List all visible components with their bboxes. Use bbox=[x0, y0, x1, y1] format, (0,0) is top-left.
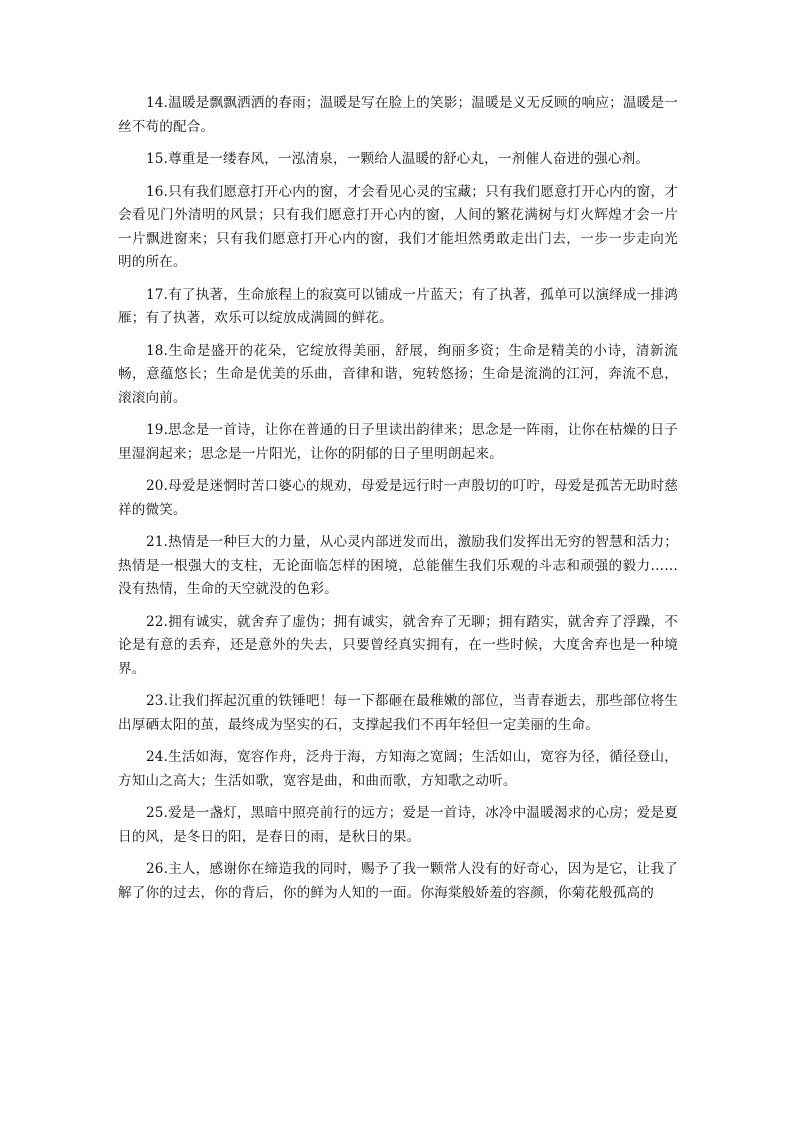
paragraph-20: 20.母爱是迷惘时苦口婆心的规劝，母爱是远行时一声殷切的叮咛，母爱是孤苦无助时慈祥的微笑。 bbox=[118, 478, 678, 518]
paragraph-24: 24.生活如海，宽容作舟，泛舟于海，方知海之宽阔；生活如山，宽容为径，循径登山，方知山之高大；生活如歌，宽容是曲，和曲而歌，方知歌之动听。 bbox=[118, 749, 678, 789]
paragraph-19: 19.思念是一首诗，让你在普通的日子里读出韵律来；思念是一阵雨，让你在枯燥的日子里湿润起来；思念是一片阳光，让你的阴郁的日子里明朗起来。 bbox=[118, 422, 678, 462]
paragraph-18: 18.生命是盛开的花朵，它绽放得美丽，舒展，绚丽多资；生命是精美的小诗，清新流畅，意蕴悠长；生命是优美的乐曲，音律和谐，宛转悠扬；生命是流淌的江河，奔流不息，滚滚向前。 bbox=[118, 342, 678, 406]
paragraph-23: 23.让我们挥起沉重的铁锤吧！每一下都砸在最稚嫩的部位，当青春逝去，那些部位将生出厚硒太阳的茧，最终成为坚实的石，支撑起我们不再年轻但一定美丽的生命。 bbox=[118, 693, 678, 733]
paragraph-22: 22.拥有诚实，就舍弃了虚伪；拥有诚实，就舍弃了无聊；拥有踏实，就舍弃了浮躁，不论是有意的丢弃，还是意外的失去，只要曾经真实拥有，在一些时候，大度舍弃也是一种境界。 bbox=[118, 613, 678, 677]
paragraph-16: 16.只有我们愿意打开心内的窗，才会看见心灵的宝藏；只有我们愿意打开心内的窗，才会看见门外清明的风景；只有我们愿意打开心内的窗，人间的繁花满树与灯火辉煌才会一片一片飘进窗来；只有我们愿意打开心内的窗，我们才能坦然勇敢走出门去，一步一步走向光明的所在。 bbox=[118, 183, 678, 270]
paragraph-26: 26.主人，感谢你在缔造我的同时，赐予了我一颗常人没有的好奇心，因为是它，让我了解了你的过去，你的背后，你的鲜为人知的一面。你海棠般娇羞的容颜，你菊花般孤高的 bbox=[118, 861, 678, 901]
paragraph-25: 25.爱是一盏灯，黑暗中照亮前行的远方；爱是一首诗，冰冷中温暖渴求的心房；爱是夏日的风，是冬日的阳，是春日的雨，是秋日的果。 bbox=[118, 805, 678, 845]
paragraph-17: 17.有了执著，生命旅程上的寂寞可以铺成一片蓝天；有了执著，孤单可以演绎成一排鸿雁；有了执著，欢乐可以绽放成满圆的鲜花。 bbox=[118, 286, 678, 326]
paragraph-15: 15.尊重是一缕春风，一泓清泉，一颗给人温暖的舒心丸，一剂催人奋进的强心剂。 bbox=[146, 151, 650, 167]
paragraph-14: 14.温暖是飘飘洒洒的春雨；温暖是写在脸上的笑影；温暖是义无反顾的响应；温暖是一丝不苟的配合。 bbox=[118, 95, 678, 135]
paragraph-21: 21.热情是一种巨大的力量，从心灵内部迸发而出，激励我们发挥出无穷的智慧和活力；热情是一根强大的支柱，无论面临怎样的困境，总能催生我们乐观的斗志和顽强的毅力……没有热情，生命的天空就没的色彩。 bbox=[118, 534, 678, 597]
document-body bbox=[118, 92, 678, 914]
